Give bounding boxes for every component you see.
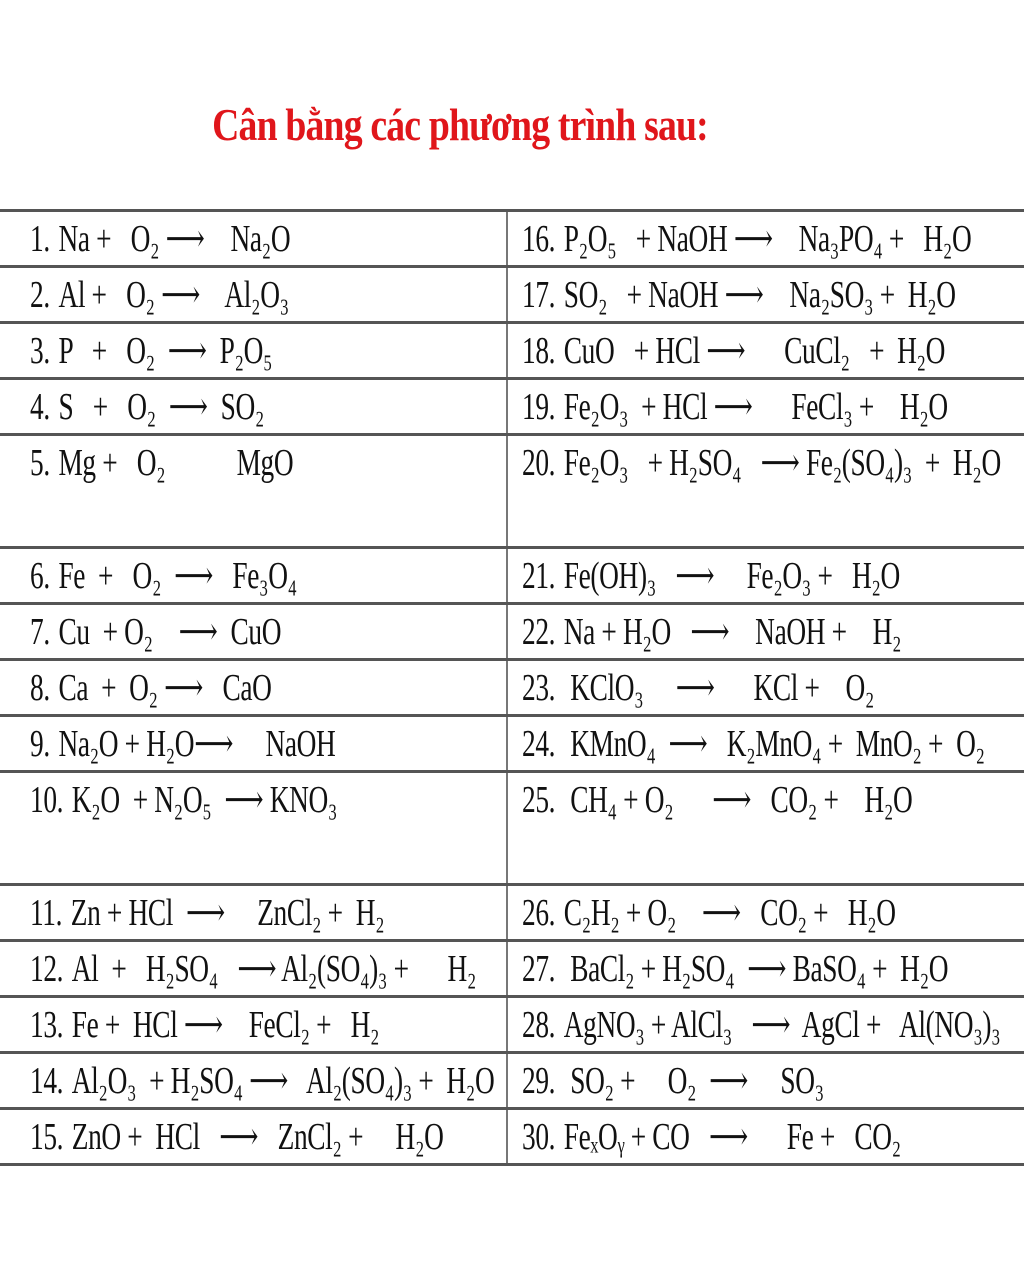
equation-text: Fe(OH)₃ ⟶ Fe₂O₃ + H₂O: [563, 555, 900, 597]
equation-number: 10.: [30, 779, 64, 821]
equation-number: 6.: [30, 555, 50, 597]
equation-text: Fe₂O₃ + HCl ⟶ FeCl₃ + H₂O: [563, 386, 948, 428]
equation-cell: [508, 1054, 1024, 1107]
equation: [30, 1110, 444, 1163]
equation-number: 15.: [30, 1116, 64, 1158]
equation-cell: [0, 886, 508, 939]
equation-text: AgNO₃ + AlCl₃ ⟶ AgCl + Al(NO₃)₃: [563, 1004, 1001, 1046]
table-row: [0, 998, 1024, 1054]
equation-number: 22.: [522, 611, 556, 653]
equation-cell: [508, 268, 1024, 321]
equation: [522, 661, 874, 714]
equation-number: 23.: [522, 667, 556, 709]
equation-text: Al + H₂SO₄ ⟶ Al₂(SO₄)₃ + H₂: [71, 948, 477, 990]
equation: [522, 942, 948, 995]
equation-text: P₂O₅ + NaOH ⟶ Na₃PO₄ + H₂O: [563, 218, 972, 260]
equation-cell: [0, 773, 508, 883]
equation-number: 25.: [522, 779, 556, 821]
equation: [30, 605, 281, 658]
equation-cell: [0, 380, 508, 433]
equation: [30, 998, 379, 1051]
equation-text: Na₂O + H₂O⟶ NaOH: [58, 723, 336, 765]
equation-number: 11.: [30, 892, 63, 934]
equation: [522, 212, 971, 265]
equation-number: 4.: [30, 386, 50, 428]
equation-text: S + O₂ ⟶ SO₂: [58, 386, 265, 428]
equation-number: 3.: [30, 330, 50, 372]
equation-text: C₂H₂ + O₂ ⟶ CO₂ + H₂O: [563, 892, 896, 934]
equation-number: 18.: [522, 330, 556, 372]
equation-number: 1.: [30, 218, 50, 260]
equation-text: Al + O₂ ⟶ Al₂O₃: [58, 274, 289, 316]
equation-text: Ca + O₂ ⟶ CaO: [58, 667, 272, 709]
equation-cell: [508, 998, 1024, 1051]
equation-text: ZnO + HCl ⟶ ZnCl₂ + H₂O: [71, 1116, 444, 1158]
equation-cell: [0, 661, 508, 714]
equation-cell: [0, 324, 508, 377]
table-row: [0, 436, 1024, 549]
equation-text: KClO₃ ⟶ KCl + O₂: [563, 667, 875, 709]
equation-number: 12.: [30, 948, 64, 990]
table-row: [0, 1110, 1024, 1166]
equation: [522, 886, 896, 939]
table-row: [0, 268, 1024, 324]
table-row: [0, 717, 1024, 773]
equation-number: 30.: [522, 1116, 556, 1158]
equation: [522, 605, 901, 658]
equation-text: Na + H₂O ⟶ NaOH + H₂: [563, 611, 902, 653]
table-row: [0, 549, 1024, 605]
equation: [30, 436, 293, 490]
equation-number: 27.: [522, 948, 556, 990]
equation-cell: [508, 380, 1024, 433]
equation-cell: [0, 1110, 508, 1163]
equation-text: Cu + O₂ ⟶ CuO: [58, 611, 282, 653]
equation-text: Zn + HCl ⟶ ZnCl₂ + H₂: [70, 892, 385, 934]
equation-cell: [508, 1110, 1024, 1163]
table-row: [0, 605, 1024, 661]
equation: [30, 1054, 494, 1107]
equation-number: 29.: [522, 1060, 556, 1102]
table-row: [0, 212, 1024, 268]
equation-number: 24.: [522, 723, 556, 765]
equation-number: 16.: [522, 218, 556, 260]
equation-text: K₂O + N₂O₅ ⟶ KNO₃: [71, 779, 338, 821]
equation: [30, 773, 337, 827]
equation-cell: [508, 661, 1024, 714]
equation-text: CH₄ + O₂ ⟶ CO₂ + H₂O: [563, 779, 913, 821]
equation: [30, 380, 264, 433]
equation-cell: [0, 549, 508, 602]
equation: [30, 324, 272, 377]
equation: [522, 998, 1000, 1051]
equation: [522, 773, 912, 827]
equation-number: 26.: [522, 892, 556, 934]
equation-cell: [0, 942, 508, 995]
table-row: [0, 886, 1024, 942]
equation-table: [0, 209, 1024, 1166]
equation-number: 28.: [522, 1004, 556, 1046]
equation-text: Fe + HCl ⟶ FeCl₂ + H₂: [71, 1004, 380, 1046]
equation-cell: [508, 549, 1024, 602]
equation-number: 7.: [30, 611, 50, 653]
equation-cell: [0, 212, 508, 265]
equation-number: 19.: [522, 386, 556, 428]
equation-cell: [0, 436, 508, 546]
table-row: [0, 942, 1024, 998]
page-title: Cân bằng các phương trình sau:: [212, 99, 708, 150]
equation-cell: [0, 268, 508, 321]
equation-number: 5.: [30, 442, 50, 484]
equation-text: Al₂O₃ + H₂SO₄ ⟶ Al₂(SO₄)₃ + H₂O: [71, 1060, 495, 1102]
equation-cell: [508, 436, 1024, 546]
equation-number: 21.: [522, 555, 556, 597]
equation-cell: [0, 605, 508, 658]
equation-cell: [508, 212, 1024, 265]
equation-cell: [0, 998, 508, 1051]
equation: [522, 1054, 824, 1107]
table-row: [0, 1054, 1024, 1110]
equation-cell: [508, 605, 1024, 658]
equation-cell: [508, 324, 1024, 377]
equation-cell: [508, 717, 1024, 770]
equation-text: SO₂ + NaOH ⟶ Na₂SO₃ + H₂O: [563, 274, 956, 316]
equation-text: FeₓOᵧ + CO ⟶ Fe + CO₂: [563, 1116, 901, 1158]
equation-cell: [0, 1054, 508, 1107]
equation-cell: [508, 886, 1024, 939]
equation-text: BaCl₂ + H₂SO₄ ⟶ BaSO₄ + H₂O: [563, 948, 949, 990]
equation-text: CuO + HCl ⟶ CuCl₂ + H₂O: [563, 330, 946, 372]
equation: [30, 549, 297, 602]
equation: [522, 436, 1001, 490]
equation: [522, 717, 985, 770]
equation: [30, 942, 476, 995]
equation-cell: [508, 942, 1024, 995]
equation-text: SO₂ + O₂ ⟶ SO₃: [563, 1060, 824, 1102]
equation: [30, 886, 384, 939]
table-row: [0, 661, 1024, 717]
equation-text: Mg + O₂ MgO: [58, 442, 294, 484]
equation: [522, 324, 945, 377]
equation: [30, 212, 290, 265]
equation-number: 13.: [30, 1004, 64, 1046]
equation-text: Fe₂O₃ + H₂SO₄ ⟶ Fe₂(SO₄)₃ + H₂O: [563, 442, 1001, 484]
equation: [30, 661, 272, 714]
equation-text: Fe + O₂ ⟶ Fe₃O₄: [58, 555, 297, 597]
equation: [522, 380, 948, 433]
equation: [30, 717, 335, 770]
table-row: [0, 380, 1024, 436]
equation-text: KMnO₄ ⟶ K₂MnO₄ + MnO₂ + O₂: [563, 723, 985, 765]
equation-number: 17.: [522, 274, 556, 316]
equation-number: 20.: [522, 442, 556, 484]
table-row: [0, 324, 1024, 380]
equation: [522, 268, 956, 321]
equation-number: 2.: [30, 274, 50, 316]
table-row: [0, 773, 1024, 886]
equation: [522, 1110, 901, 1163]
equation-number: 8.: [30, 667, 50, 709]
equation: [522, 549, 900, 602]
equation-cell: [508, 773, 1024, 883]
equation-text: Na + O₂ ⟶ Na₂O: [58, 218, 291, 260]
equation-text: P + O₂ ⟶ P₂O₅: [58, 330, 273, 372]
equation: [30, 268, 289, 321]
equation-cell: [0, 717, 508, 770]
equation-number: 9.: [30, 723, 50, 765]
equation-number: 14.: [30, 1060, 64, 1102]
